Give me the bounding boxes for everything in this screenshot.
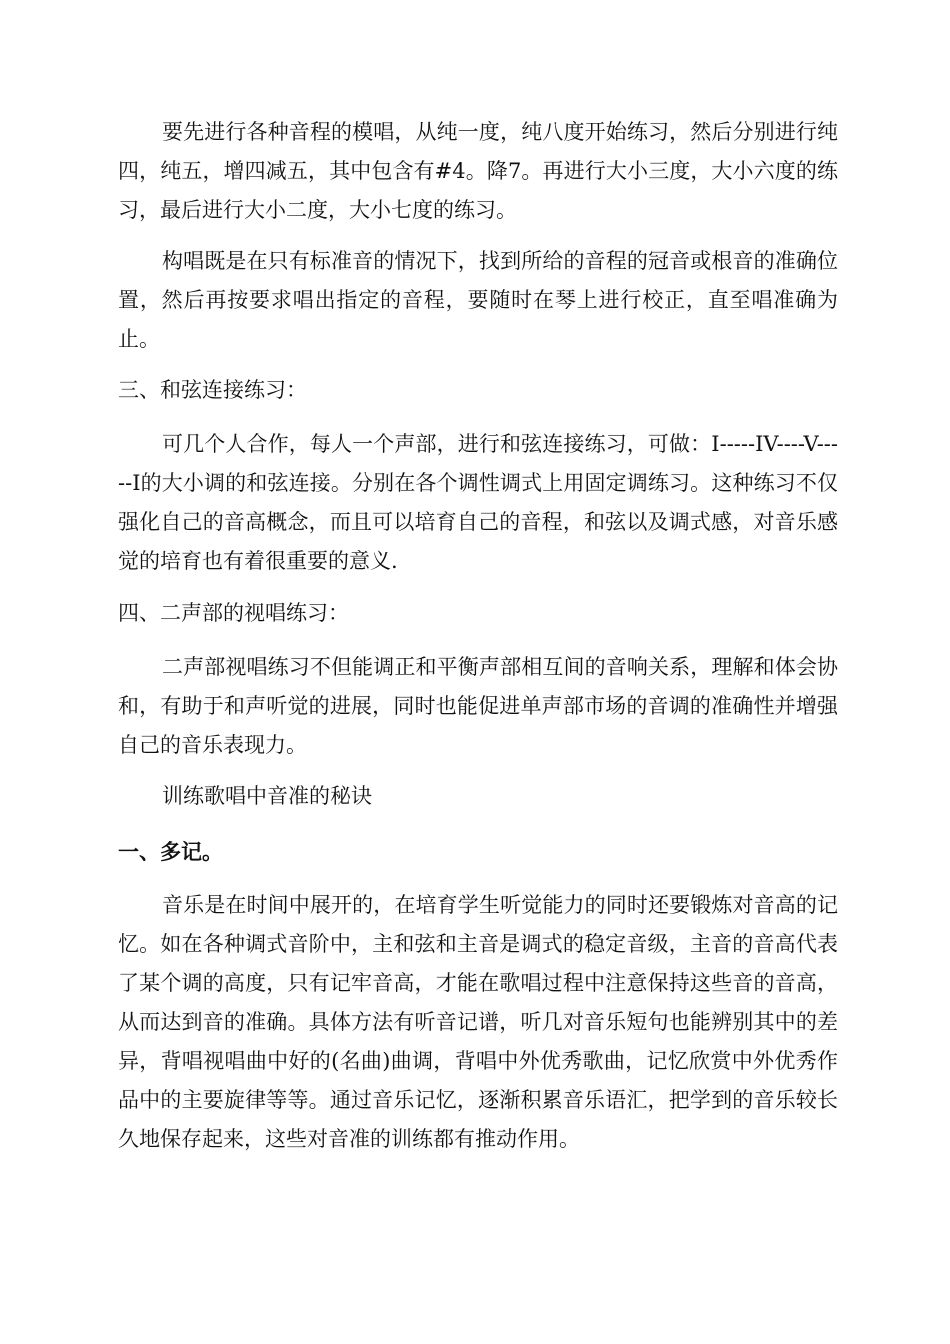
heading-chord-connection: 三、和弦连接练习： [118, 378, 307, 402]
heading-two-part-sight-singing: 四、二声部的视唱练习： [118, 601, 349, 625]
section-title-intonation-secrets: 训练歌唱中音准的秘诀 [162, 784, 372, 808]
paragraph-interval-construction: 构唱既是在只有标准音的情况下，找到所给的音程的冠音或根音的准确位置，然后再按要求唱出指定的音程，要随时在琴上进行校正，直至唱准确为止。 [118, 249, 838, 351]
heading-memorize-more: 一、多记。 [118, 840, 223, 864]
paragraph-two-part-sight-singing: 二声部视唱练习不但能调正和平衡声部相互间的音响关系，理解和体会协和，有助于和声听觉的进展，同时也能促进单声部市场的音调的准确性并增强自己的音乐表现力。 [118, 655, 838, 757]
paragraph-memorize-more: 音乐是在时间中展开的，在培育学生听觉能力的同时还要锻炼对音高的记忆。如在各种调式音阶中，主和弦和主音是调式的稳定音级，主音的音高代表了某个调的高度，只有记牢音高，才能在歌唱过程中注意保持这些音的音高，从而达到音的准确。具体方法有听音记谱，听几对音乐短句也能辨别其中的差异，背唱视唱曲中好的(名曲)曲调，背唱中外优秀歌曲，记忆欣赏中外优秀作品中的主要旋律等等。通过音乐记忆，逐渐积累音乐语汇，把学到的音乐较长久地保存起来，这些对音准的训练都有推动作用。 [118, 893, 838, 1151]
paragraph-chord-connection: 可几个人合作，每人一个声部，进行和弦连接练习，可做：I-----IV----V-----I的大小调的和弦连接。分别在各个调性调式上用固定调练习。这种练习不仅强化自己的音高概念，而且可以培育自己的音程，和弦以及调式感，对音乐感觉的培育也有着很重要的意义. [118, 432, 838, 573]
paragraph-interval-practice: 要先进行各种音程的模唱，从纯一度，纯八度开始练习，然后分别进行纯四，纯五，增四减五，其中包含有#4。降7。再进行大小三度，大小六度的练习，最后进行大小二度，大小七度的练习。 [118, 120, 838, 222]
